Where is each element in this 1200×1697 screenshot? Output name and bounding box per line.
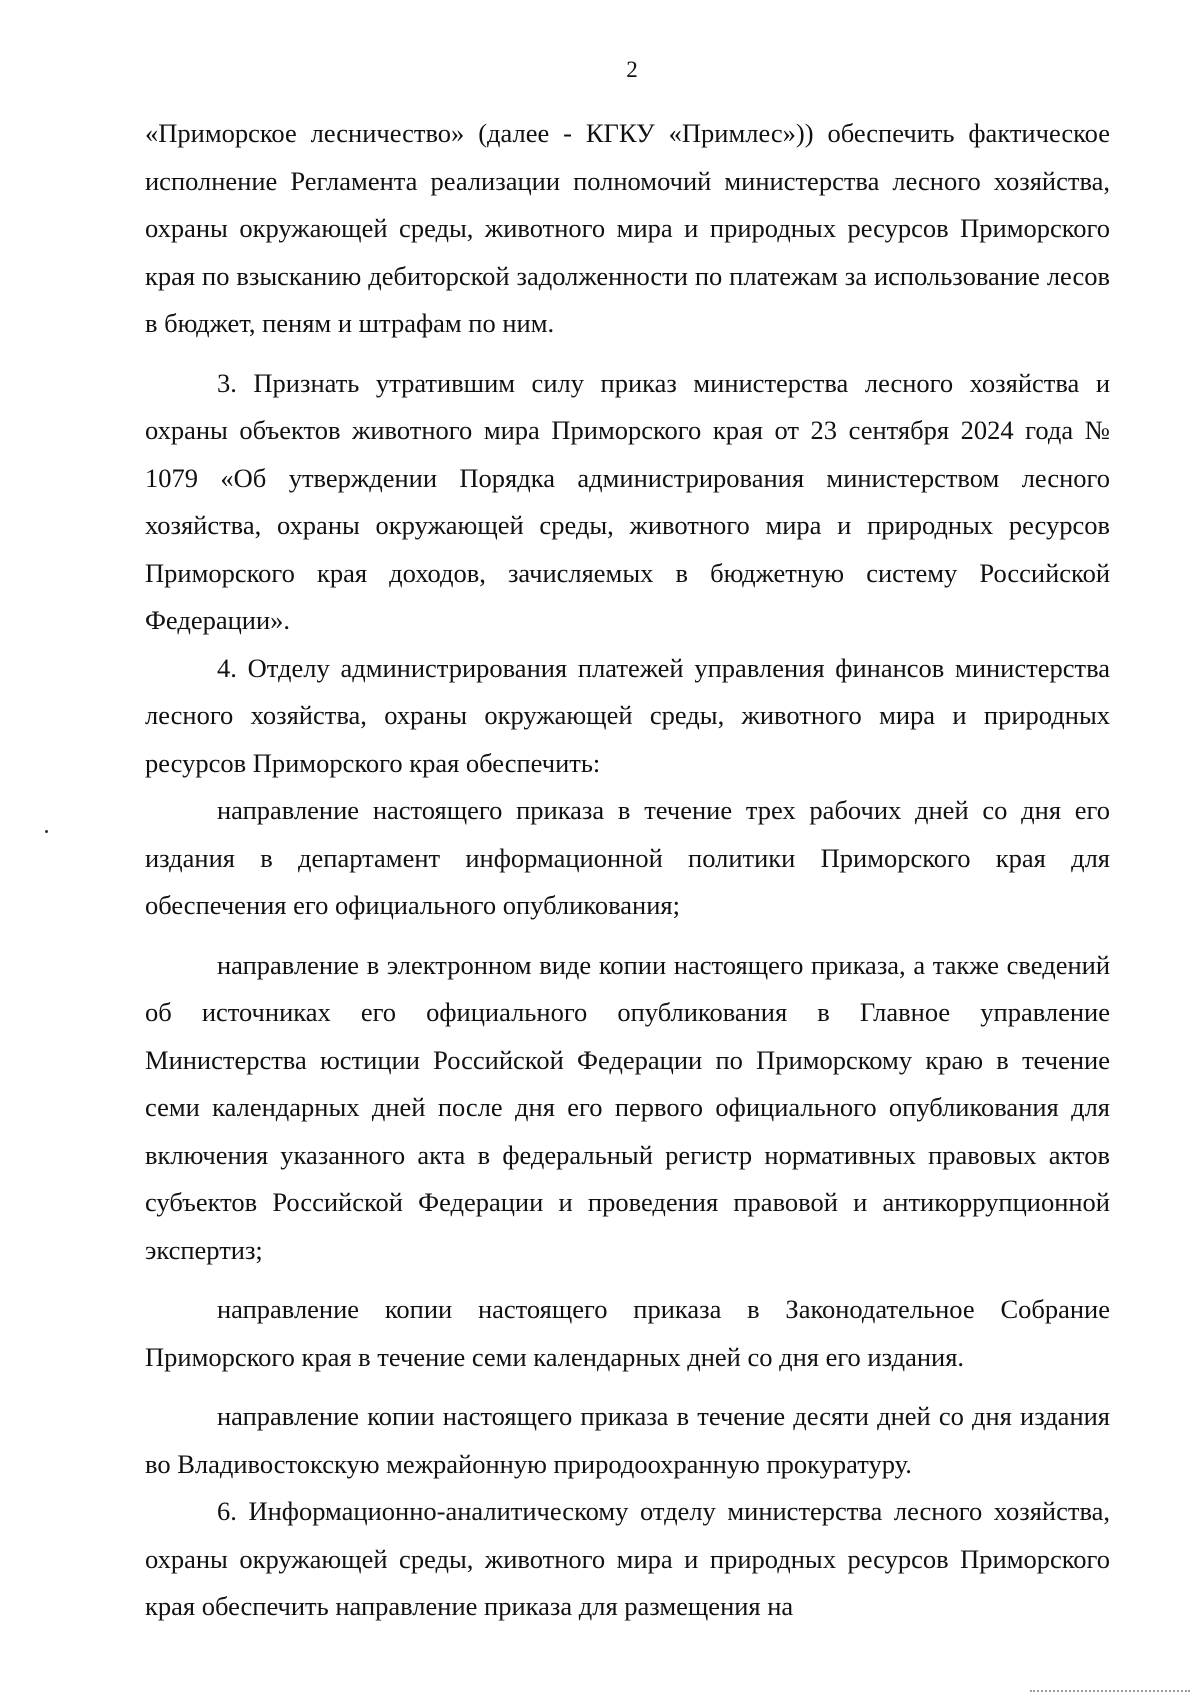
- paragraph-item-3: 3. Признать утратившим силу приказ министерства лесного хозяйства и охраны объектов животного мира Приморского края от 23 сентября 2024 года № 1079 «Об утверждении Порядка администрирования министерством лесного хозяйства, охраны окружающей среды, животного мира и природных ресурсов Приморского края доходов, зачисляемых в бюджетную систему Российской Федерации».: [145, 367, 1110, 635]
- document-body: [145, 110, 1110, 1631]
- paragraph-item-6: 6. Информационно-аналитическому отделу министерства лесного хозяйства, охраны окружающей среды, животного мира и природных ресурсов Приморского края обеспечить направление приказа для размещения на: [145, 1496, 1110, 1621]
- paragraph-subitem-prosecutor: направление копии настоящего приказа в течение десяти дней со дня издания во Владивостокскую межрайонную природоохранную прокуратуру.: [145, 1401, 1110, 1479]
- paragraph-subitem-legislative-assembly: направление копии настоящего приказа в Законодательное Собрание Приморского края в течение семи календарных дней со дня его издания.: [145, 1294, 1110, 1372]
- paragraph-continuation: «Приморское лесничество» (далее - КГКУ «Примлес»)) обеспечить фактическое исполнение Регламента реализации полномочий министерства лесного хозяйства, охраны окружающей среды, животного мира и природных ресурсов Приморского края по взысканию дебиторской задолженности по платежам за использование лесов в бюджет, пеням и штрафам по ним.: [145, 118, 1110, 338]
- paragraph-subitem-publication: направление настоящего приказа в течение трех рабочих дней со дня его издания в департамент информационной политики Приморского края для обеспечения его официального опубликования;: [145, 795, 1110, 920]
- page-number: 2: [626, 57, 638, 82]
- paragraph-item-4: 4. Отделу администрирования платежей управления финансов министерства лесного хозяйства, охраны окружающей среды, животного мира и природных ресурсов Приморского края обеспечить:: [145, 652, 1110, 778]
- scan-speck: [45, 830, 48, 833]
- paragraph-subitem-ministry-of-justice: направление в электронном виде копии настоящего приказа, а также сведений об источниках его официального опубликования в Главное управление Министерства юстиции Российской Федерации по Приморскому краю в течение семи календарных дней после дня его первого официального опубликования для включения указанного акта в федеральный регистр нормативных правовых актов субъектов Российской Федерации и проведения правовой и антикоррупционной экспертиз;: [145, 949, 1110, 1265]
- scan-edge-mark: [1030, 1690, 1190, 1694]
